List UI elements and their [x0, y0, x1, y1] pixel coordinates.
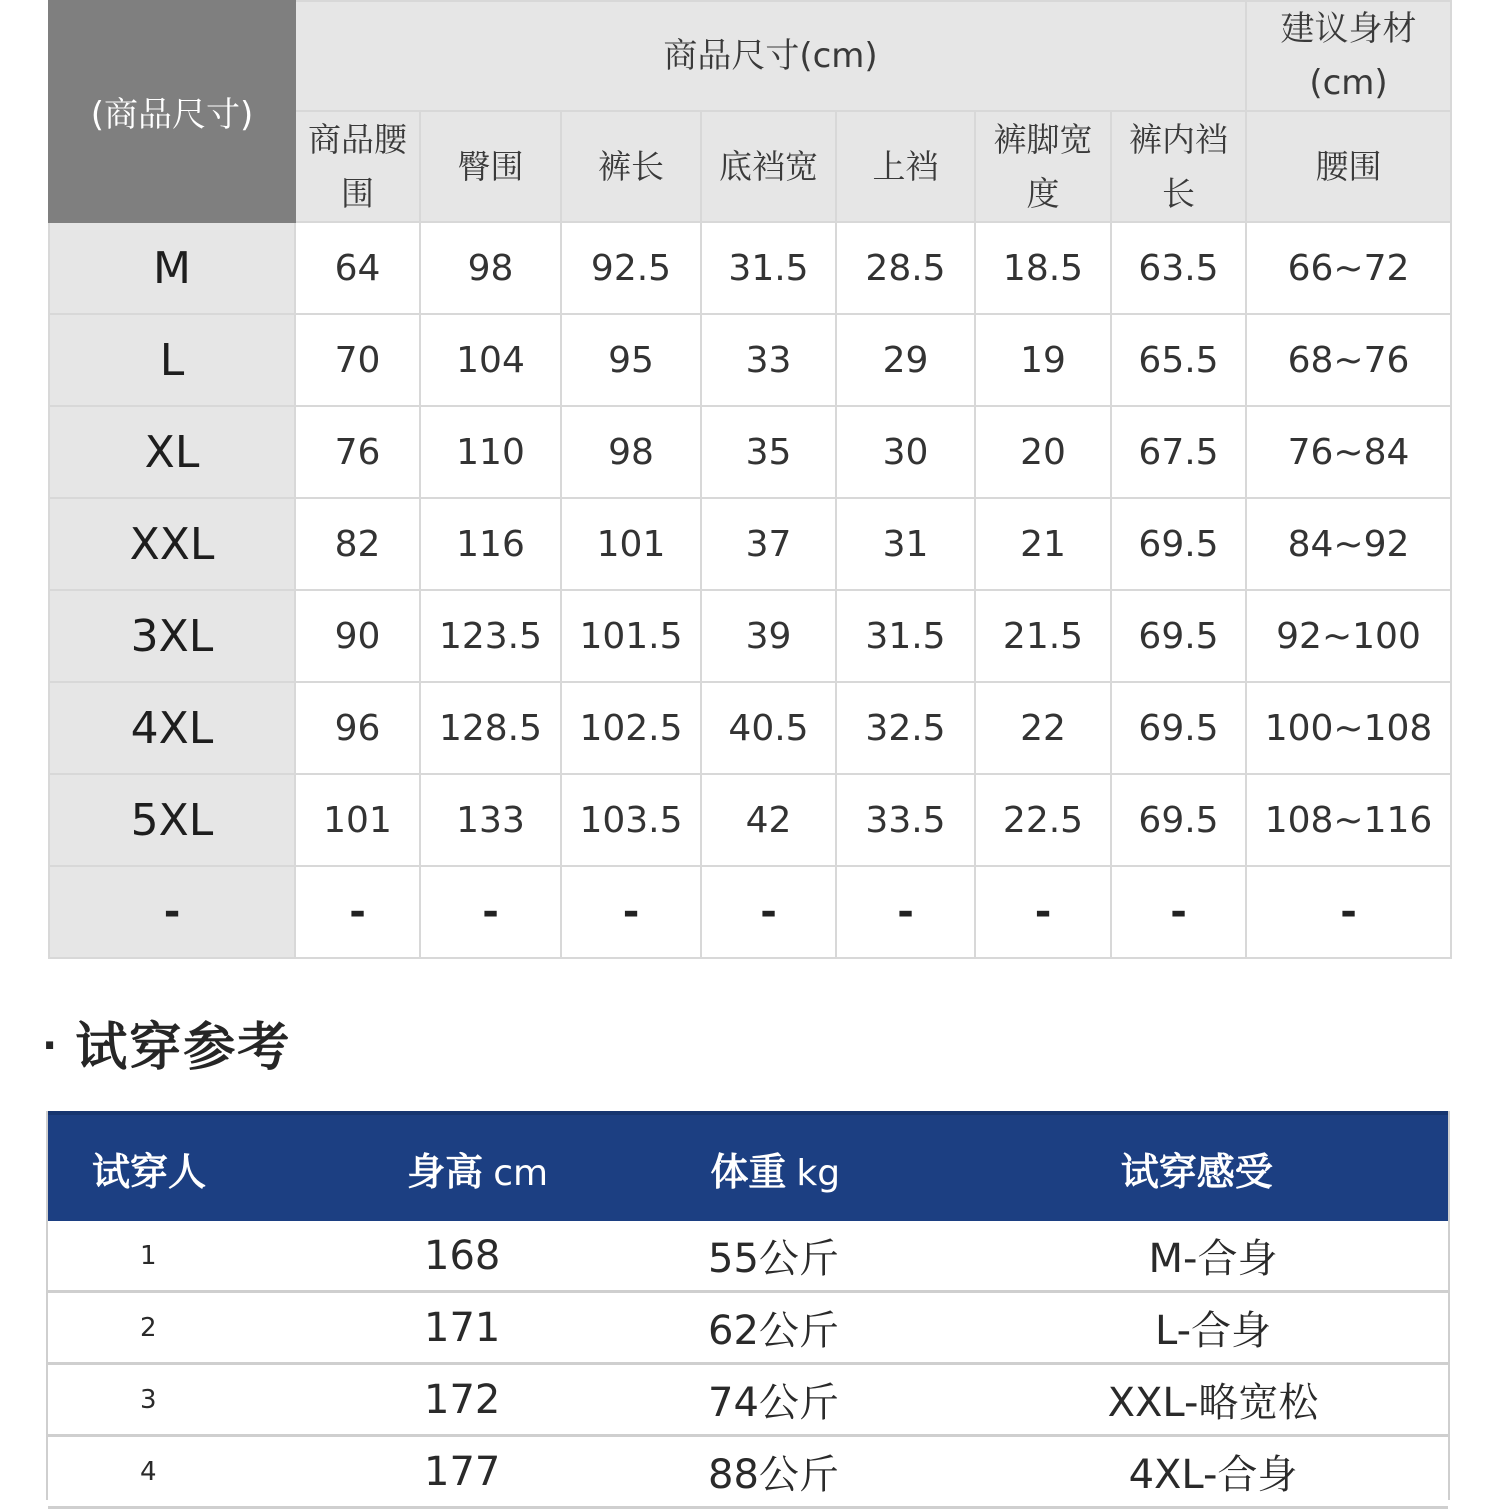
- size-chart-table: [48, 0, 1452, 959]
- size-cell: 20: [975, 406, 1111, 498]
- size-row: [49, 498, 1451, 590]
- size-label: 3XL: [49, 590, 295, 682]
- size-cell: 100~108: [1246, 682, 1451, 774]
- try-on-feel: L-合身: [1154, 1308, 1271, 1354]
- size-cell: 68~76: [1246, 314, 1451, 406]
- size-row: [49, 222, 1451, 314]
- size-cell: 96: [295, 682, 420, 774]
- header-weight: 体重: [710, 1149, 787, 1194]
- try-on-height: 171: [424, 1304, 501, 1351]
- try-on-person-index: 1: [140, 1240, 157, 1271]
- size-row: [49, 314, 1451, 406]
- size-label: XL: [49, 406, 295, 498]
- size-cell: 39: [701, 590, 836, 682]
- try-on-row: [48, 1365, 1448, 1437]
- size-cell: 98: [561, 406, 701, 498]
- size-cell: 76~84: [1246, 406, 1451, 498]
- size-cell: 103.5: [561, 774, 701, 866]
- column-header: 底裆宽: [701, 111, 836, 222]
- size-cell: 22: [975, 682, 1111, 774]
- size-row: [49, 866, 1451, 958]
- try-on-weight: 55公斤: [708, 1236, 839, 1282]
- size-label: 4XL: [49, 682, 295, 774]
- size-cell: 69.5: [1111, 590, 1246, 682]
- size-cell: 98: [420, 222, 561, 314]
- try-on-table-body: [48, 1221, 1448, 1509]
- size-cell: -: [1246, 866, 1451, 958]
- size-cell: 69.5: [1111, 498, 1246, 590]
- size-cell: 82: [295, 498, 420, 590]
- size-cell: 108~116: [1246, 774, 1451, 866]
- size-cell: 101.5: [561, 590, 701, 682]
- recommended-body-group-header: 建议身材(cm): [1246, 1, 1451, 111]
- section-title-text: 试穿参考: [75, 1018, 292, 1078]
- size-cell: 28.5: [836, 222, 975, 314]
- try-on-row: [48, 1293, 1448, 1365]
- try-on-weight: 88公斤: [708, 1452, 839, 1498]
- size-cell: 30: [836, 406, 975, 498]
- column-header: 裤脚宽度: [975, 111, 1111, 222]
- size-cell: 101: [295, 774, 420, 866]
- size-cell: -: [420, 866, 561, 958]
- size-label: 5XL: [49, 774, 295, 866]
- size-cell: 102.5: [561, 682, 701, 774]
- size-column-header: (商品尺寸): [49, 1, 295, 222]
- size-cell: 65.5: [1111, 314, 1246, 406]
- size-cell: 31.5: [836, 590, 975, 682]
- bullet: ·: [42, 1023, 60, 1069]
- try-on-person-index: 4: [140, 1456, 157, 1487]
- size-row: [49, 406, 1451, 498]
- size-cell: 84~92: [1246, 498, 1451, 590]
- section-title: [42, 1005, 291, 1080]
- column-header: 腰围: [1246, 111, 1451, 222]
- try-on-feel: M-合身: [1148, 1236, 1278, 1282]
- size-cell: -: [836, 866, 975, 958]
- size-cell: 21: [975, 498, 1111, 590]
- size-cell: -: [295, 866, 420, 958]
- size-cell: 37: [701, 498, 836, 590]
- size-cell: 90: [295, 590, 420, 682]
- size-cell: 66~72: [1246, 222, 1451, 314]
- size-cell: 116: [420, 498, 561, 590]
- size-cell: 40.5: [701, 682, 836, 774]
- size-cell: 95: [561, 314, 701, 406]
- product-size-group-header: 商品尺寸(cm): [295, 1, 1246, 111]
- size-cell: 33.5: [836, 774, 975, 866]
- header-feel: 试穿感受: [1120, 1149, 1273, 1194]
- size-cell: 110: [420, 406, 561, 498]
- size-cell: 92.5: [561, 222, 701, 314]
- try-on-person-index: 3: [140, 1384, 157, 1415]
- header-weight-unit: kg: [796, 1152, 841, 1194]
- size-cell: -: [1111, 866, 1246, 958]
- size-label: -: [49, 866, 295, 958]
- size-cell: -: [975, 866, 1111, 958]
- try-on-feel: XXL-略宽松: [1107, 1380, 1319, 1426]
- try-on-row: [48, 1437, 1448, 1509]
- column-header: 臀围: [420, 111, 561, 222]
- size-cell: 18.5: [975, 222, 1111, 314]
- size-cell: 76: [295, 406, 420, 498]
- size-cell: 104: [420, 314, 561, 406]
- try-on-weight: 74公斤: [708, 1380, 839, 1426]
- size-cell: -: [701, 866, 836, 958]
- size-cell: 32.5: [836, 682, 975, 774]
- try-on-person-index: 2: [140, 1312, 157, 1343]
- size-cell: 31: [836, 498, 975, 590]
- try-on-weight: 62公斤: [708, 1308, 839, 1354]
- size-label: M: [49, 222, 295, 314]
- header-height: 身高: [407, 1149, 484, 1194]
- column-header: 裤长: [561, 111, 701, 222]
- try-on-height: 177: [424, 1448, 501, 1495]
- size-cell: 22.5: [975, 774, 1111, 866]
- try-on-feel: 4XL-合身: [1128, 1452, 1298, 1498]
- try-on-row: [48, 1221, 1448, 1293]
- size-cell: 33: [701, 314, 836, 406]
- size-cell: 69.5: [1111, 682, 1246, 774]
- try-on-height: 168: [424, 1232, 501, 1279]
- try-on-table-header: [48, 1111, 1448, 1221]
- size-cell: 67.5: [1111, 406, 1246, 498]
- size-cell: 63.5: [1111, 222, 1246, 314]
- size-cell: 69.5: [1111, 774, 1246, 866]
- size-row: [49, 682, 1451, 774]
- header-height-unit: cm: [493, 1152, 549, 1194]
- size-cell: 35: [701, 406, 836, 498]
- column-header: 商品腰围: [295, 111, 420, 222]
- size-cell: 128.5: [420, 682, 561, 774]
- size-row: [49, 590, 1451, 682]
- column-header: 上裆: [836, 111, 975, 222]
- size-cell: 29: [836, 314, 975, 406]
- header-person: 试穿人: [92, 1149, 207, 1194]
- size-cell: 21.5: [975, 590, 1111, 682]
- column-header: 裤内裆长: [1111, 111, 1246, 222]
- size-label: L: [49, 314, 295, 406]
- size-cell: 42: [701, 774, 836, 866]
- size-cell: 92~100: [1246, 590, 1451, 682]
- size-cell: -: [561, 866, 701, 958]
- size-cell: 123.5: [420, 590, 561, 682]
- try-on-height: 172: [424, 1376, 501, 1423]
- size-cell: 19: [975, 314, 1111, 406]
- size-cell: 31.5: [701, 222, 836, 314]
- size-cell: 101: [561, 498, 701, 590]
- size-row: [49, 774, 1451, 866]
- size-cell: 70: [295, 314, 420, 406]
- size-cell: 133: [420, 774, 561, 866]
- size-label: XXL: [49, 498, 295, 590]
- size-cell: 64: [295, 222, 420, 314]
- try-on-table: [46, 1111, 1450, 1500]
